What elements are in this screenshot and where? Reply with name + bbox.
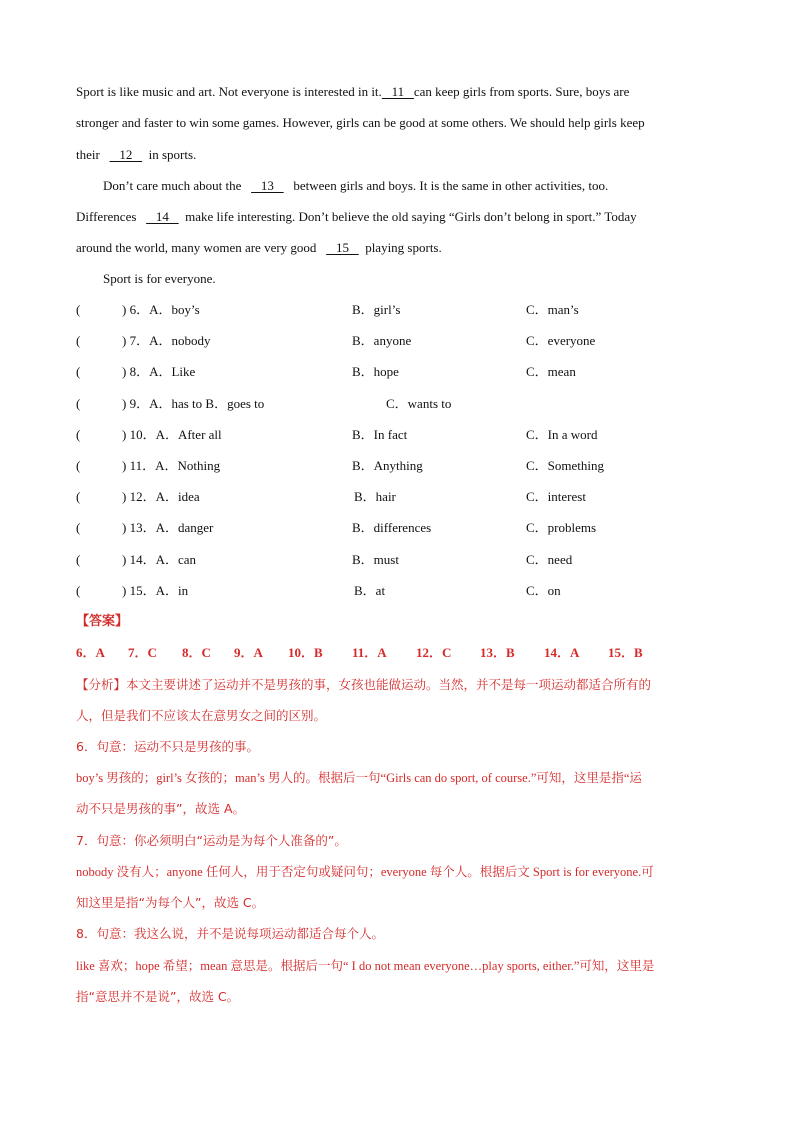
option-c: C．wants to — [386, 396, 452, 411]
option-c: C．man’s — [526, 302, 579, 317]
passage-text: around the world, many women are very good — [76, 240, 317, 255]
passage-line-3 — [76, 145, 719, 165]
passage-text: make life interesting. Don’t believe the old saying “Girls don’t belong in sport.” Today — [185, 209, 637, 224]
answer-14: 14．A — [544, 645, 580, 660]
option-b: B．hair — [354, 489, 396, 504]
analysis-q6-meaning: 6．句意：运动不只是男孩的事。 — [76, 739, 259, 754]
blank-15: 15 — [326, 240, 359, 255]
analysis-q7-meaning: 7．句意：你必须明白“运动是为每个人准备的”。 — [76, 833, 347, 848]
option-b: B．girl’s — [352, 302, 401, 317]
question-row-8 — [76, 362, 719, 382]
answer-15: 15．B — [608, 645, 643, 660]
answer-bracket: ( — [76, 489, 81, 504]
question-row-9 — [76, 394, 719, 414]
answer-7: 7．C — [128, 645, 157, 660]
answer-bracket: ( — [76, 583, 81, 598]
option-b: B．anyone — [352, 333, 412, 348]
passage-text: can keep girls from sports. Sure, boys are — [413, 84, 630, 99]
option-b: B．hope — [352, 364, 399, 379]
blank-11: 11 — [381, 84, 414, 99]
option-b: B．differences — [352, 520, 432, 535]
passage-line-5 — [76, 207, 719, 227]
answer-bracket: ( — [76, 458, 81, 473]
answer-bracket: ( — [76, 364, 81, 379]
option-a: ) 14．A．can — [122, 552, 197, 567]
question-row-10 — [76, 425, 719, 445]
passage-line-1 — [76, 82, 719, 102]
answer-12: 12．C — [416, 645, 452, 660]
answer-bracket: ( — [76, 552, 81, 567]
option-b: B．at — [354, 583, 386, 598]
option-b: B．must — [352, 552, 399, 567]
option-c: C．Something — [526, 458, 605, 473]
answer-key-row — [76, 643, 719, 663]
answer-9: 9．A — [234, 645, 263, 660]
answer-10: 10．B — [288, 645, 323, 660]
analysis-q8-explain-2: 指“意思并不是说”，故选 C。 — [76, 989, 240, 1004]
option-a: ) 11．A．Nothing — [122, 458, 221, 473]
answer-bracket: ( — [76, 520, 81, 535]
passage-text: Don’t care much about the — [103, 178, 242, 193]
question-row-15 — [76, 581, 719, 601]
answer-bracket: ( — [76, 302, 81, 317]
option-c: C．on — [526, 583, 561, 598]
answer-13: 13．B — [480, 645, 515, 660]
option-a: ) 6．A．boy’s — [122, 302, 200, 317]
answer-heading: 【答案】 — [76, 614, 129, 629]
question-row-13 — [76, 518, 719, 538]
answer-8: 8．C — [182, 645, 211, 660]
option-a: ) 9．A．has to B．goes to — [122, 396, 265, 411]
passage-line-2: stronger and faster to win some games. However, girls can be good at some others. We should help girls keep — [76, 115, 645, 130]
option-c: C．In a word — [526, 427, 598, 442]
option-c: C．interest — [526, 489, 586, 504]
passage-text: in sports. — [148, 147, 197, 162]
answer-6: 6．A — [76, 645, 105, 660]
passage-text: their — [76, 147, 100, 162]
analysis-q6-explain-1: boy’s 男孩的；girl’s 女孩的；man’s 男人的。根据后一句“Girls can do sport, of course.”可知，这里是指“运 — [76, 771, 642, 785]
answer-11: 11．A — [352, 645, 387, 660]
option-a: ) 7．A．nobody — [122, 333, 211, 348]
blank-13: 13 — [251, 178, 284, 193]
option-c: C．everyone — [526, 333, 596, 348]
blank-14: 14 — [146, 209, 179, 224]
question-row-12 — [76, 487, 719, 507]
analysis-summary-2: 人，但是我们不应该太在意男女之间的区别。 — [76, 708, 327, 723]
option-a: ) 12．A．idea — [122, 489, 200, 504]
blank-12: 12 — [109, 147, 143, 162]
passage-text: Sport is like music and art. Not everyone is interested in it. — [76, 84, 382, 99]
option-b: B．In fact — [352, 427, 408, 442]
answer-bracket: ( — [76, 396, 81, 411]
passage-line-7: Sport is for everyone. — [103, 271, 216, 286]
answer-bracket: ( — [76, 333, 81, 348]
option-a: ) 15．A．in — [122, 583, 189, 598]
option-c: C．mean — [526, 364, 576, 379]
question-row-6 — [76, 300, 719, 320]
option-c: C．need — [526, 552, 573, 567]
passage-text: playing sports. — [365, 240, 442, 255]
option-b: B．Anything — [352, 458, 423, 473]
analysis-q7-explain-2: 知这里是指“为每个人”，故选 C。 — [76, 895, 265, 910]
option-a: ) 13．A．danger — [122, 520, 214, 535]
analysis-q7-explain-1: nobody 没有人；anyone 任何人，用于否定句或疑问句；everyone 每个人。根据后文 Sport is for everyone.可 — [76, 865, 654, 879]
option-a: ) 10．A．After all — [122, 427, 222, 442]
option-a: ) 8．A．Like — [122, 364, 196, 379]
question-row-11 — [76, 456, 719, 476]
question-row-7 — [76, 331, 719, 351]
answer-bracket: ( — [76, 427, 81, 442]
question-row-14 — [76, 550, 719, 570]
analysis-q8-meaning: 8．句意：我这么说，并不是说每项运动都适合每个人。 — [76, 926, 384, 941]
analysis-q6-explain-2: 动不只是男孩的事”，故选 A。 — [76, 801, 246, 816]
passage-text: Differences — [76, 209, 137, 224]
analysis-q8-explain-1: like 喜欢；hope 希望；mean 意思是。根据后一句“ I do not mean everyone…play sports, either.”可知，这里是 — [76, 959, 655, 973]
passage-text: between girls and boys. It is the same in other activities, too. — [293, 178, 609, 193]
passage-line-4 — [103, 176, 719, 196]
analysis-summary-1: 【分析】本文主要讲述了运动并不是男孩的事，女孩也能做运动。当然，并不是每一项运动都适合所有的 — [76, 677, 652, 692]
option-c: C．problems — [526, 520, 597, 535]
passage-line-6 — [76, 238, 719, 258]
